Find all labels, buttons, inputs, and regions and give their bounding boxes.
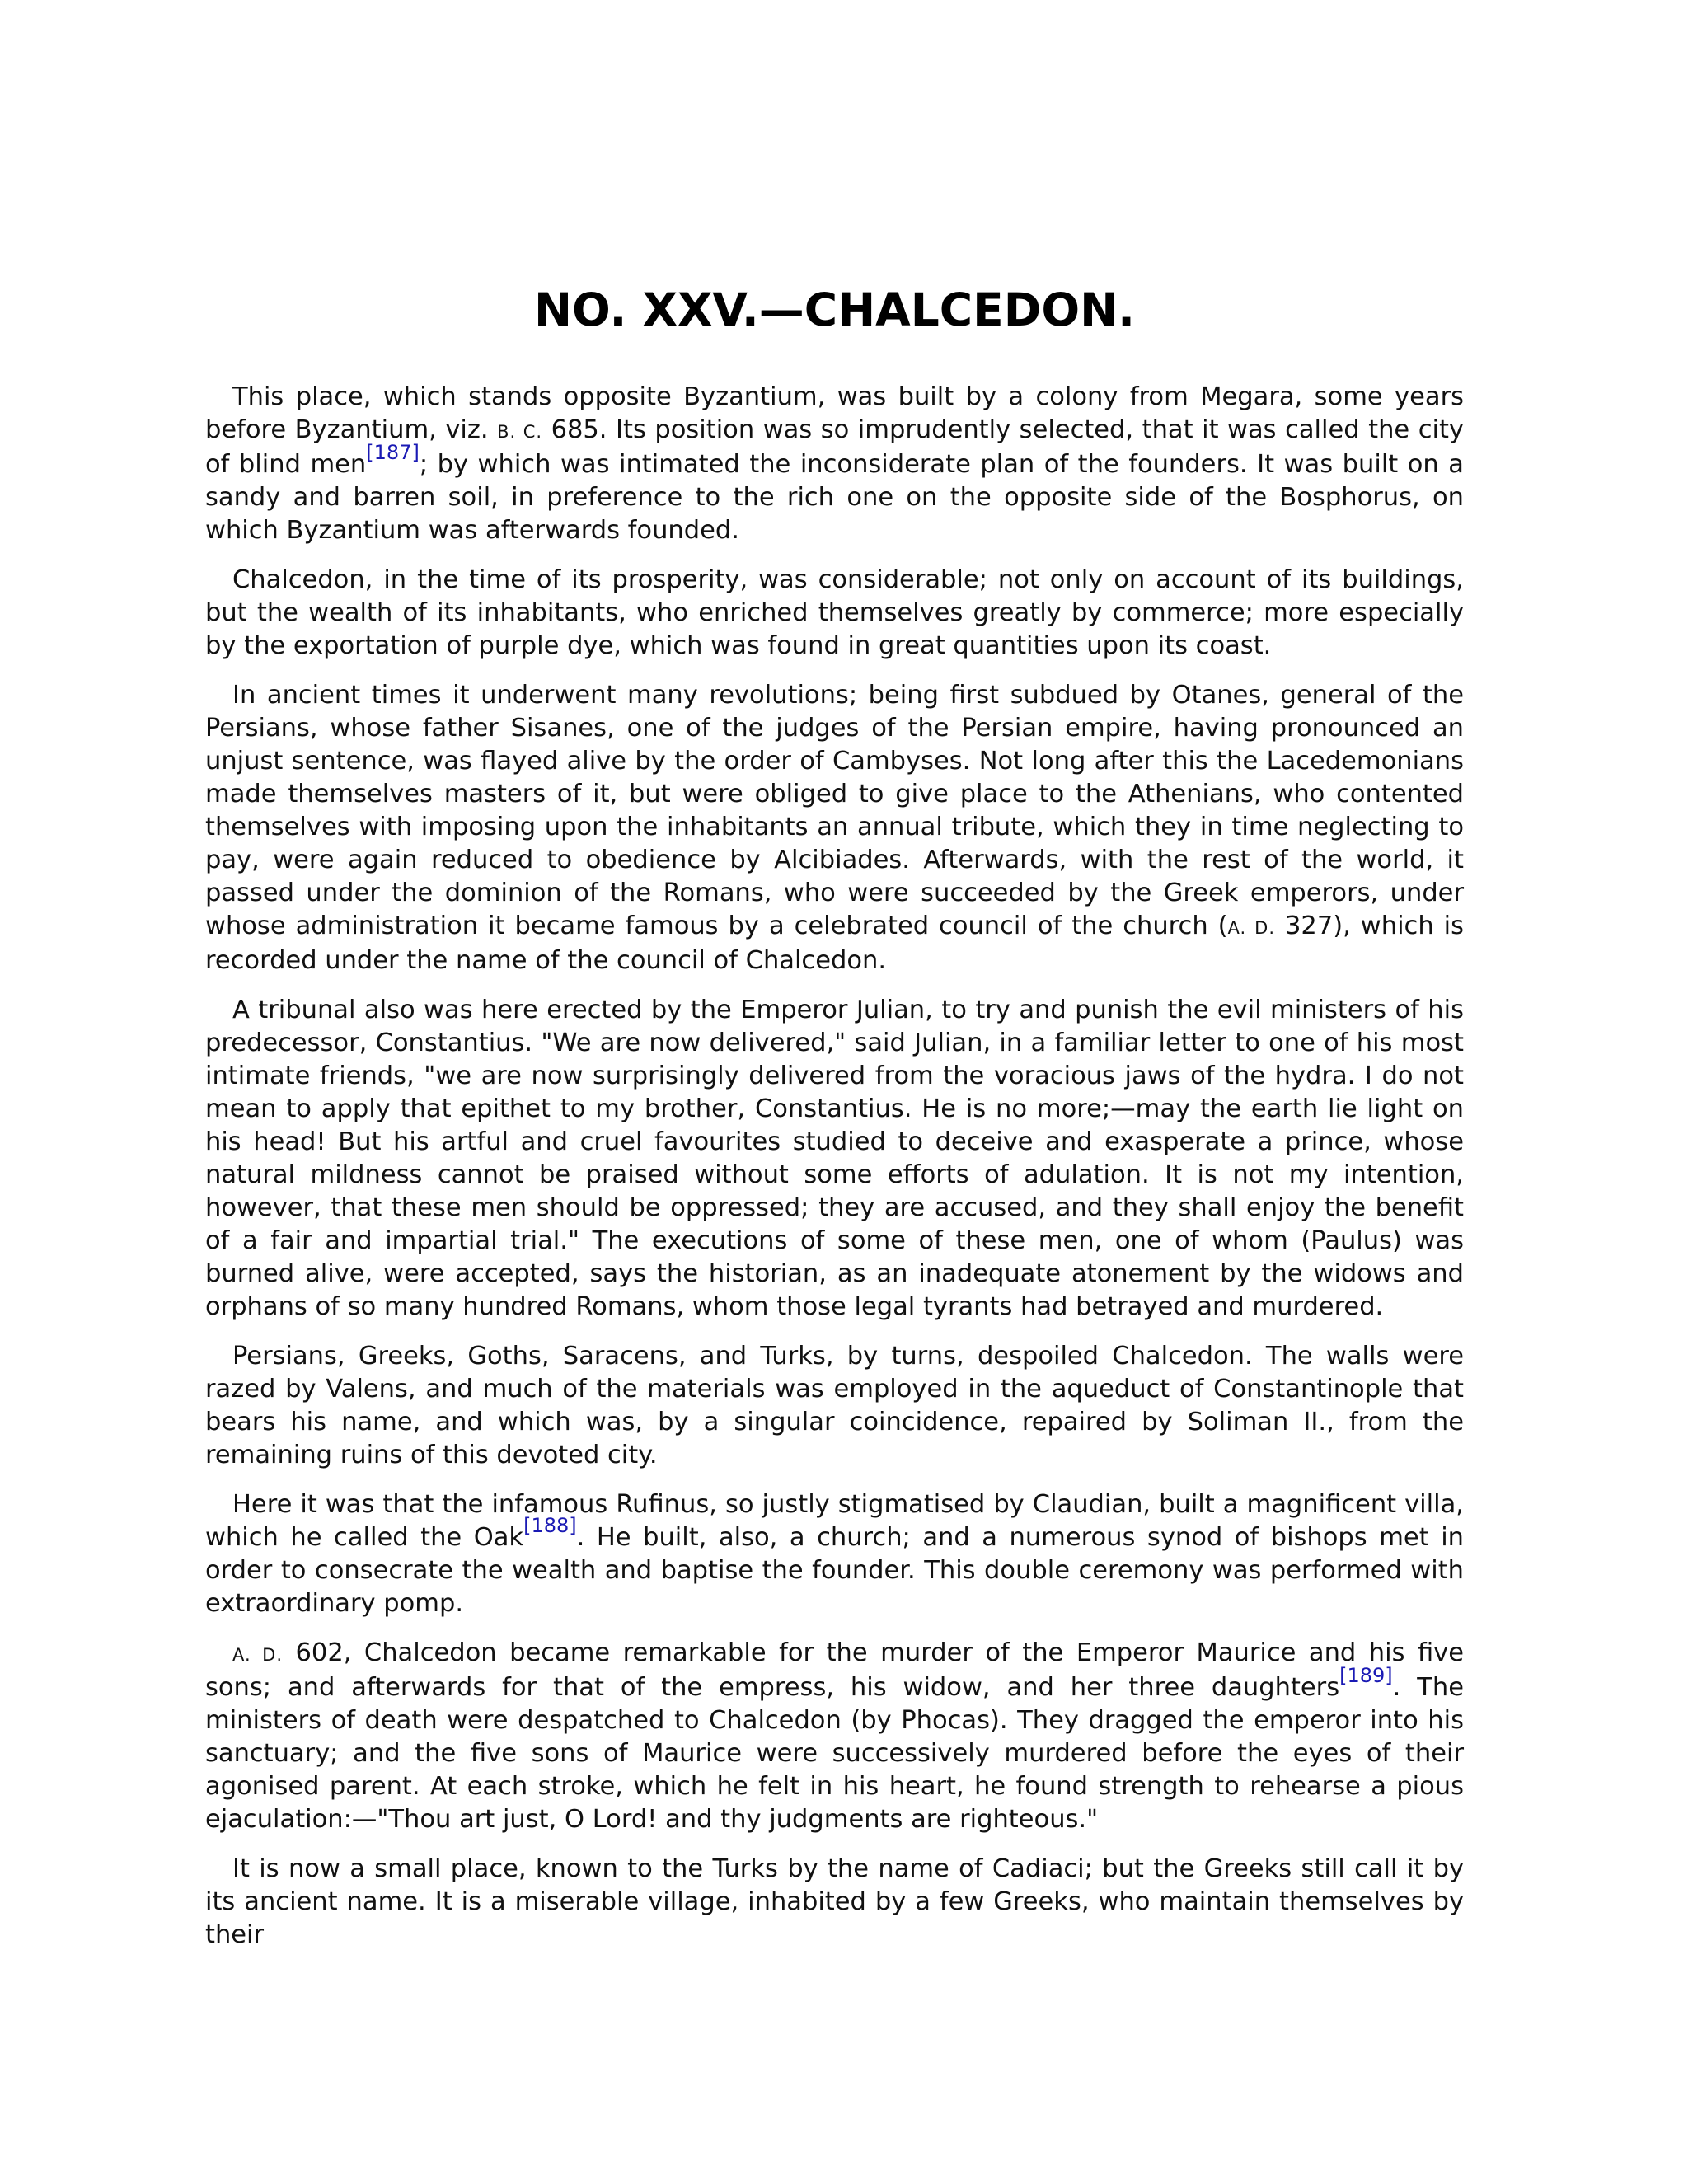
footnote-link-188[interactable]: [188] xyxy=(523,1514,577,1537)
paragraph-1-text-a: This place, which stands opposite Byzantium, was built by a colony from Megara, some years before Byzantium, viz. xyxy=(205,382,1464,444)
paragraph-6 xyxy=(205,1488,1464,1620)
paragraph-7 xyxy=(205,1637,1464,1836)
footnote-ref-189 xyxy=(1339,1664,1393,1687)
paragraph-3-text-b: 327), which is recorded under the name of the council of Chalcedon. xyxy=(205,912,1465,975)
paragraph-4: A tribunal also was here erected by the Emperor Julian, to try and punish the evil ministers of his predecessor, Constantius. "We are now delivered," said Julian, in a familiar letter to one of his most intimate friends, "we are now surprisingly delivered from the voracious jaws of the hydra. I do not mean to apply that epithet to my brother, Constantius. He is no more;—may the earth lie light on his head! But his artful and cruel favourites studied to deceive and exasperate a prince, whose natural mildness cannot be praised without some efforts of adulation. It is not my intention, however, that these men should be oppressed; they are accused, and they shall enjoy the benefit of a fair and impartial trial." The executions of some of these men, one of whom (Paulus) was burned alive, were accepted, says the historian, as an inadequate atonement by the widows and orphans of so many hundred Romans, whom those legal tyrants had betrayed and murdered. xyxy=(205,996,1464,1321)
paragraph-6-text-a: Here it was that the infamous Rufinus, so justly stigmatised by Claudian, built a magnificent villa, which he called the Oak xyxy=(205,1490,1464,1552)
footnote-link-187[interactable]: [187] xyxy=(366,441,420,464)
paragraph-6-text-b: . He built, also, a church; and a numerous synod of bishops met in order to consecrate the wealth and baptise the founder. This double ceremony was performed with extraordinary pomp. xyxy=(205,1523,1465,1618)
era-abbreviation: A. D. xyxy=(1227,918,1276,938)
footnote-ref-188 xyxy=(523,1514,577,1537)
paragraph-3-text-a: In ancient times it underwent many revolutions; being first subdued by Otanes, general of the Persians, whose father Sisanes, one of the judges of the Persian empire, having pronounced an unjust sentence, was flayed alive by the order of Cambyses. Not long after this the Lacedemonians made themselves masters of it, but were obliged to give place to the Athenians, who contented themselves with imposing upon the inhabitants an annual tribute, which they in time neglecting to pay, were again reduced to obedience by Alcibiades. Afterwards, with the rest of the world, it passed under the dominion of the Romans, who were succeeded by the Greek emperors, under whose administration it became famous by a celebrated council of the church ( xyxy=(205,681,1464,940)
paragraph-7-text-b: . The ministers of death were despatched to Chalcedon (by Phocas). They dragged the emperor into his sanctuary; and the five sons of Maurice were successively murdered before the eyes of their agonised parent. At each stroke, which he felt in his heart, he found strength to rehearse a pious ejaculation:—"Thou art just, O Lord! and thy judgments are righteous." xyxy=(205,1673,1464,1834)
paragraph-5: Persians, Greeks, Goths, Saracens, and Turks, by turns, despoiled Chalcedon. The walls were razed by Valens, and much of the materials was employed in the aqueduct of Constantinople that bears his name, and which was, by a singular coincidence, repaired by Soliman II., from the remaining ruins of this devoted city. xyxy=(205,1342,1464,1469)
chapter-title: NO. XXV.—CHALCEDON. xyxy=(533,284,1136,336)
era-abbreviation: A. D. xyxy=(232,1645,284,1665)
paragraph-2: Chalcedon, in the time of its prosperity, was considerable; not only on account of its buildings, but the wealth of its inhabitants, who enriched themselves greatly by commerce; more especially by the exportation of purple dye, which was found in great quantities upon its coast. xyxy=(205,565,1464,660)
page-body xyxy=(205,280,1464,1968)
paragraph-1-text-b: 685. Its position was so imprudently selected, that it was called the city of blind men xyxy=(205,415,1464,479)
paragraph-8: It is now a small place, known to the Turks by the name of Cadiaci; but the Greeks still call it by its ancient name. It is a miserable village, inhabited by a few Greeks, who maintain themselves by their xyxy=(205,1854,1464,1949)
paragraph-7-text-a: 602, Chalcedon became remarkable for the murder of the Emperor Maurice and his five sons; and afterwards for that of the empress, his widow, and her three daughters xyxy=(205,1638,1464,1702)
footnote-ref-187 xyxy=(366,441,420,464)
paragraph-1-text-c: ; by which was intimated the inconsiderate plan of the founders. It was built on a sandy and barren soil, in preference to the rich one on the opposite side of the Bosphorus, on which Byzantium was afterwards founded. xyxy=(205,450,1464,545)
footnote-link-189[interactable]: [189] xyxy=(1339,1664,1393,1687)
paragraph-3 xyxy=(205,679,1464,977)
era-abbreviation: B. C. xyxy=(497,422,543,442)
paragraph-1 xyxy=(205,381,1464,547)
